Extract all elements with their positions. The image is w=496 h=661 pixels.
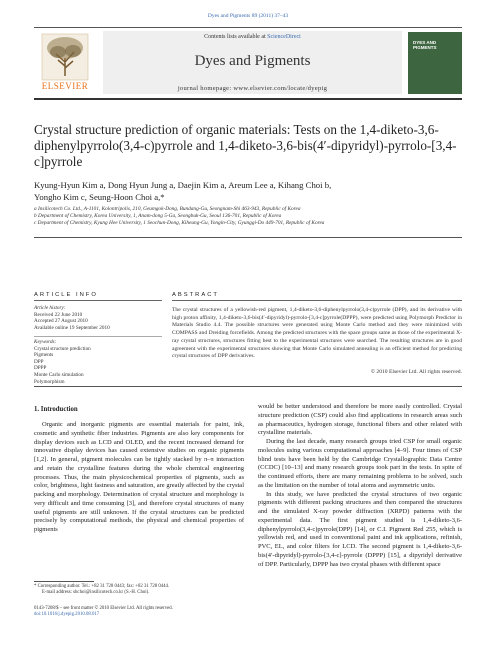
corresponding-author-note: * Corresponding author. Tel.: +82 31 728 0443; fax: +82 31 728 0444.: [34, 584, 170, 589]
contents-line: [103, 34, 402, 40]
keyword: DPPP: [34, 365, 47, 372]
right-column: [258, 403, 462, 569]
contents-prefix: Contents lists available at: [204, 34, 268, 40]
doi-link[interactable]: doi:10.1016/j.dyepig.2010.08.017: [34, 612, 100, 618]
issn-block: [34, 606, 294, 618]
intro-paragraph-3: In this study, we have predicted the crystal structures of two organic pigments with different packing structures and then compared the structures and the simulated X-ray powder diffraction (XRPD) patterns with the experimental data. The first pigment studied is 1,4-diketo-3,6-diphenylpyrrolo(3,4-c)pyrrole(DPP) [14], or C.I. Pigment Red 255, which is yellowish red, and used in conventional paint and ink applications, refinish, PVC, EL, and color filters for LCD. The second pigment is 1,4-diketo-3,6-bis(4′-dipyridyl)-pyrrolo-[3,4-c]-pyrrole (DPPP) [15], a dipyridyl derivative of DPP. Particularly, DPPP has two crystal phases with different space: [258, 490, 462, 568]
authors-line-1[interactable]: Kyung-Hyun Kim a, Dong Hyun Jung a, Daejin Kim a, Areum Lee a, Kihang Choi b,: [34, 180, 332, 190]
received-date: Received 22 June 2010: [34, 311, 83, 318]
issn-line: 0143-7208/$ – see front matter © 2010 Elsevier Ltd. All rights reserved.: [34, 606, 173, 611]
keyword: Crystal structure prediction: [34, 345, 91, 352]
history-label: Article history:: [34, 305, 66, 311]
keyword: DPP: [34, 358, 44, 365]
info-rule: [34, 300, 162, 301]
keyword: Monte Carlo simulation: [34, 371, 84, 378]
svg-text:ELSEVIER: ELSEVIER: [41, 81, 89, 91]
footnote-rule: [34, 581, 94, 582]
abstract-bottom-rule: [34, 386, 462, 387]
affiliation-c: c Department of Chemistry, Kyung Hee University, 1 Seochun-Dong, Kiheung-Gu, Yongin-City, Gyunggi-Do 449-701, Republic of Korea: [34, 220, 325, 226]
intro-paragraph-continued: would be better understood and therefore be more easily controlled. Crystal structure prediction (CSP) could also find applications in research areas such as pharmaceutics, hydrogen storage, functional fibers and other related with crystalline materials.: [258, 403, 462, 437]
article-history: [34, 305, 162, 331]
keywords-rule: [34, 336, 162, 337]
header-rule-thick: [34, 98, 462, 100]
abstract-heading: ABSTRACT: [172, 292, 219, 298]
affiliation-a: a Insilicotech Co. Ltd., A-1101, Kolontripolis, 210, Geumgok-Dong, Bundang-Gu, Seongnam-Shi 463-943, Republic of Korea: [34, 206, 301, 212]
elsevier-tree-icon: [34, 32, 98, 94]
journal-title[interactable]: Dyes and Pigments: [194, 53, 311, 69]
info-top-rule: [34, 237, 462, 238]
abstract-rule: [172, 300, 462, 301]
footnote-block: [34, 584, 244, 596]
journal-reference[interactable]: Dyes and Pigments 89 (2011) 37–43: [207, 13, 289, 19]
elsevier-logo: [34, 32, 98, 94]
keywords-label: Keywords:: [34, 339, 57, 345]
keyword: Pigments: [34, 352, 54, 359]
left-column: [34, 421, 244, 535]
introduction-heading: 1. Introduction: [34, 406, 78, 413]
header-rule: [34, 27, 462, 28]
intro-paragraph-1: Organic and inorganic pigments are essential materials for paint, ink, cosmetic and synthetic fiber industries. Pigments are also key components for display devices such as LCD and OLED, and the recent increased demand for innovative display devices has caused extensive studies on organic pigments [1,2]. In general, pigment molecules can be tightly stacked by π–π interaction and retain the crystalline features during the whole chemical engineering processes. Thus, the main physicochemical properties of pigments, such as color, brightness, light fastness and saturation, are greatly affected by the crystal packing and morphology. Determination of crystal structure and morphology is very difficult and time consuming [3], and therefore crystal structures of many useful pigments are still unknown. If the crystal structures can be predicted precisely by computational methods, the physical and chemical properties of pigments: [34, 421, 244, 533]
abstract-copyright: © 2010 Elsevier Ltd. All rights reserved.: [370, 369, 462, 375]
author-list: [34, 180, 464, 203]
email-note[interactable]: E-mail address: shchoi@insilicotech.co.kr (S.-H. Choi).: [42, 590, 150, 596]
article-info-heading: ARTICLE INFO: [34, 292, 98, 298]
affiliation-b: b Department of Chemistry, Korea University, 1, Anam-dong 5-Ga, Seongbuk-Gu, Seoul 136-701, Republic of Korea: [34, 213, 282, 219]
authors-line-2[interactable]: Yongho Kim c, Seung-Hoon Choi a,*: [34, 191, 165, 202]
intro-paragraph-2: During the last decade, many research groups tried CSP for small organic molecules using various computational approaches [4–9]. Four times of CSP blind tests have been held by the Cambridge Crystallographic Data Centre (CCDC) [10–13] and many research groups took part in the tests. In spite of the continued efforts, there are many remaining problems to be solved, such as the limitation on the number of total atoms and asymmetric units.: [258, 438, 462, 489]
keywords-block: [34, 339, 162, 385]
cover-title: DYES AND PIGMENTS: [413, 40, 437, 50]
journal-homepage[interactable]: journal homepage: www.elsevier.com/locate/dyepig: [177, 85, 328, 92]
online-date: Available online 19 September 2010: [34, 324, 110, 331]
accepted-date: Accepted 27 August 2010: [34, 318, 88, 325]
sciencedirect-link[interactable]: ScienceDirect: [267, 34, 301, 40]
keyword: Polymorphism: [34, 378, 65, 385]
article-title: Crystal structure prediction of organic materials: Tests on the 1,4-diketo-3,6-diphenylpyrrolo(3,4-c)pyrrole and 1,4-diketo-3,6-bis(4′-dipyridyl)-pyrrolo-[3,4-c]pyrrole: [34, 122, 457, 169]
abstract-text: The crystal structures of a yellowish-red pigment, 1,4-diketo-3,6-diphenylpyrrolo(3,4-c)pyrrole (DPP), and its derivative with high proton affinity, 1,4-diketo-3,6-bis(4′-dipyridyl)-pyrrolo-[3,4-c]pyrrole(DPPP), were predicted using Polymorph Predictor in Materials Studio 4.4. The possible structures were generated using Monte Carlo method and they were minimized with COMPASS and Dreiding forcefields. Among the predicted structures with the space groups same as those of the experimental X-ray crystal structures, structures fitting best to the experimental structures were searched. The resulting structures are in good agreement with the experimental structures showing that Monte Carlo simulated annealing is an efficient method for predicting crystal structures of DPP derivatives.: [172, 307, 462, 360]
